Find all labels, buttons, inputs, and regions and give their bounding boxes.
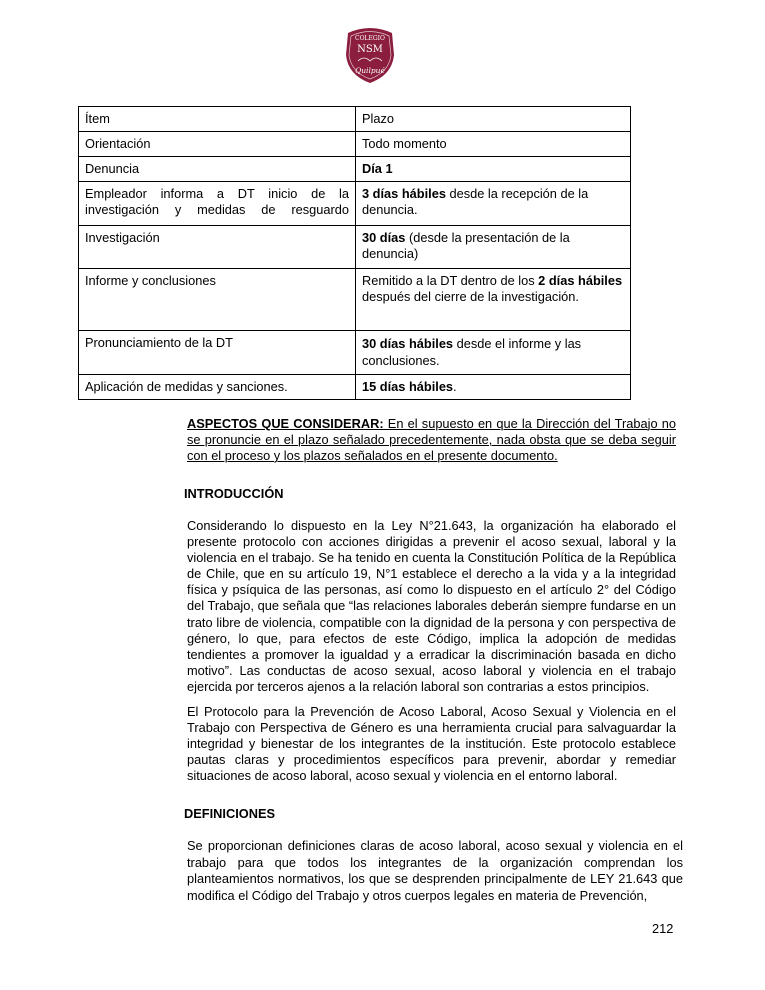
plazo-bold: Día 1 <box>362 161 393 176</box>
table-cell-item: Empleador informa a DT inicio de la investigación y medidas de resguardo <box>79 182 356 226</box>
plazo-pre: Remitido a la DT dentro de los <box>362 273 539 288</box>
table-cell-plazo <box>356 157 631 182</box>
introduccion-heading: INTRODUCCIÓN <box>184 486 284 501</box>
plazo-text: desde el informe y las conclusiones. <box>362 336 582 368</box>
table-cell-plazo <box>356 331 631 375</box>
table-row <box>79 132 631 157</box>
definiciones-paragraph-1: Se proporcionan definiciones claras de acoso laboral, acoso sexual y violencia en el trabajo para que todos los integrantes de la organización comprendan los planteamientos normativos, los que se desprenden principalmente de LEY 21.643 que modifica el Código del Trabajo y otros cuerpos legales en materia de Prevención, <box>187 838 683 903</box>
table-row <box>79 107 631 132</box>
shield-logo-icon <box>342 25 398 85</box>
table-row <box>79 157 631 182</box>
table-cell-plazo <box>356 269 631 331</box>
table-cell-item: Investigación <box>79 226 356 269</box>
plazo-text: Plazo <box>362 111 395 126</box>
plazo-bold: 15 días hábiles <box>362 379 454 394</box>
plazo-text: (desde la presentación de la denuncia) <box>362 230 570 261</box>
table-row <box>79 331 631 375</box>
table-cell-item: Denuncia <box>79 157 356 182</box>
table-row <box>79 182 631 226</box>
logo-line2: NSM <box>357 44 383 55</box>
table-cell-item: Orientación <box>79 132 356 157</box>
plazo-bold: 30 días hábiles <box>362 336 454 351</box>
page-number: 212 <box>652 921 674 936</box>
plazo-text: Todo momento <box>362 136 447 151</box>
table-cell-plazo <box>356 107 631 132</box>
logo-line3: Quilpué <box>355 66 385 75</box>
plazos-table <box>78 106 631 400</box>
table-row <box>79 375 631 400</box>
introduccion-paragraph-2: El Protocolo para la Prevención de Acoso Laboral, Acoso Sexual y Violencia en el Trabajo con Perspectiva de Género es una herramienta crucial para salvaguardar la integridad y bienestar de los integrantes de la institución. Este protocolo establece pautas claras y procedimientos específicos para prevenir, abordar y remediar situaciones de acoso laboral, acoso sexual y violencia en el entorno laboral. <box>187 704 676 784</box>
plazo-bold: 2 días hábiles <box>538 273 623 288</box>
logo-line1: COLEGIO <box>355 35 385 42</box>
plazo-text: desde la recepción de la denuncia. <box>362 186 589 217</box>
table-cell-plazo <box>356 375 631 400</box>
table-row <box>79 226 631 269</box>
table-cell-plazo <box>356 132 631 157</box>
plazo-bold: 3 días hábiles <box>362 186 446 201</box>
table-cell-item: Ítem <box>79 107 356 132</box>
introduccion-paragraph-1: Considerando lo dispuesto en la Ley N°21.643, la organización ha elaborado el presente protocolo con acciones dirigidas a prevenir el acoso sexual, laboral y la violencia en el trabajo. Se ha tenido en cuenta la Constitución Política de la República de Chile, que en su artículo 19, N°1 establece el derecho a la vida y a la integridad física y psíquica de las personas, así como lo dispuesto en el artículo 2° del Código del Trabajo, que señala que “las relaciones laborales deberán siempre fundarse en un trato libre de violencia, compatible con la dignidad de la persona y con perspectiva de género, lo que, para efectos de este Código, implica la adopción de medidas tendientes a promover la igualdad y a erradicar la discriminación basada en dicho motivo”. Las conductas de acoso sexual, acoso laboral y violencia en el trabajo ejercida por terceros ajenos a la relación laboral son contrarias a estos principios. <box>187 518 676 694</box>
definiciones-heading: DEFINICIONES <box>184 806 276 821</box>
aspectos-paragraph <box>187 416 676 464</box>
school-logo <box>342 25 398 85</box>
table-cell-item: Aplicación de medidas y sanciones. <box>79 375 356 400</box>
table-cell-plazo <box>356 182 631 226</box>
table-row <box>79 269 631 331</box>
aspectos-text: En el supuesto en que la Dirección del Trabajo no se pronuncie en el plazo señalado precedentemente, nada obsta que se deba seguir con el proceso y los plazos señalados en el presente documento. <box>187 416 677 464</box>
plazo-text: . <box>453 379 457 394</box>
table-cell-item: Pronunciamiento de la DT <box>79 331 356 375</box>
table-cell-plazo <box>356 226 631 269</box>
plazo-text: después del cierre de la investigación. <box>362 289 579 304</box>
table-cell-item: Informe y conclusiones <box>79 269 356 331</box>
plazo-bold: 30 días <box>362 230 406 245</box>
aspectos-label: ASPECTOS QUE CONSIDERAR: <box>187 416 384 431</box>
